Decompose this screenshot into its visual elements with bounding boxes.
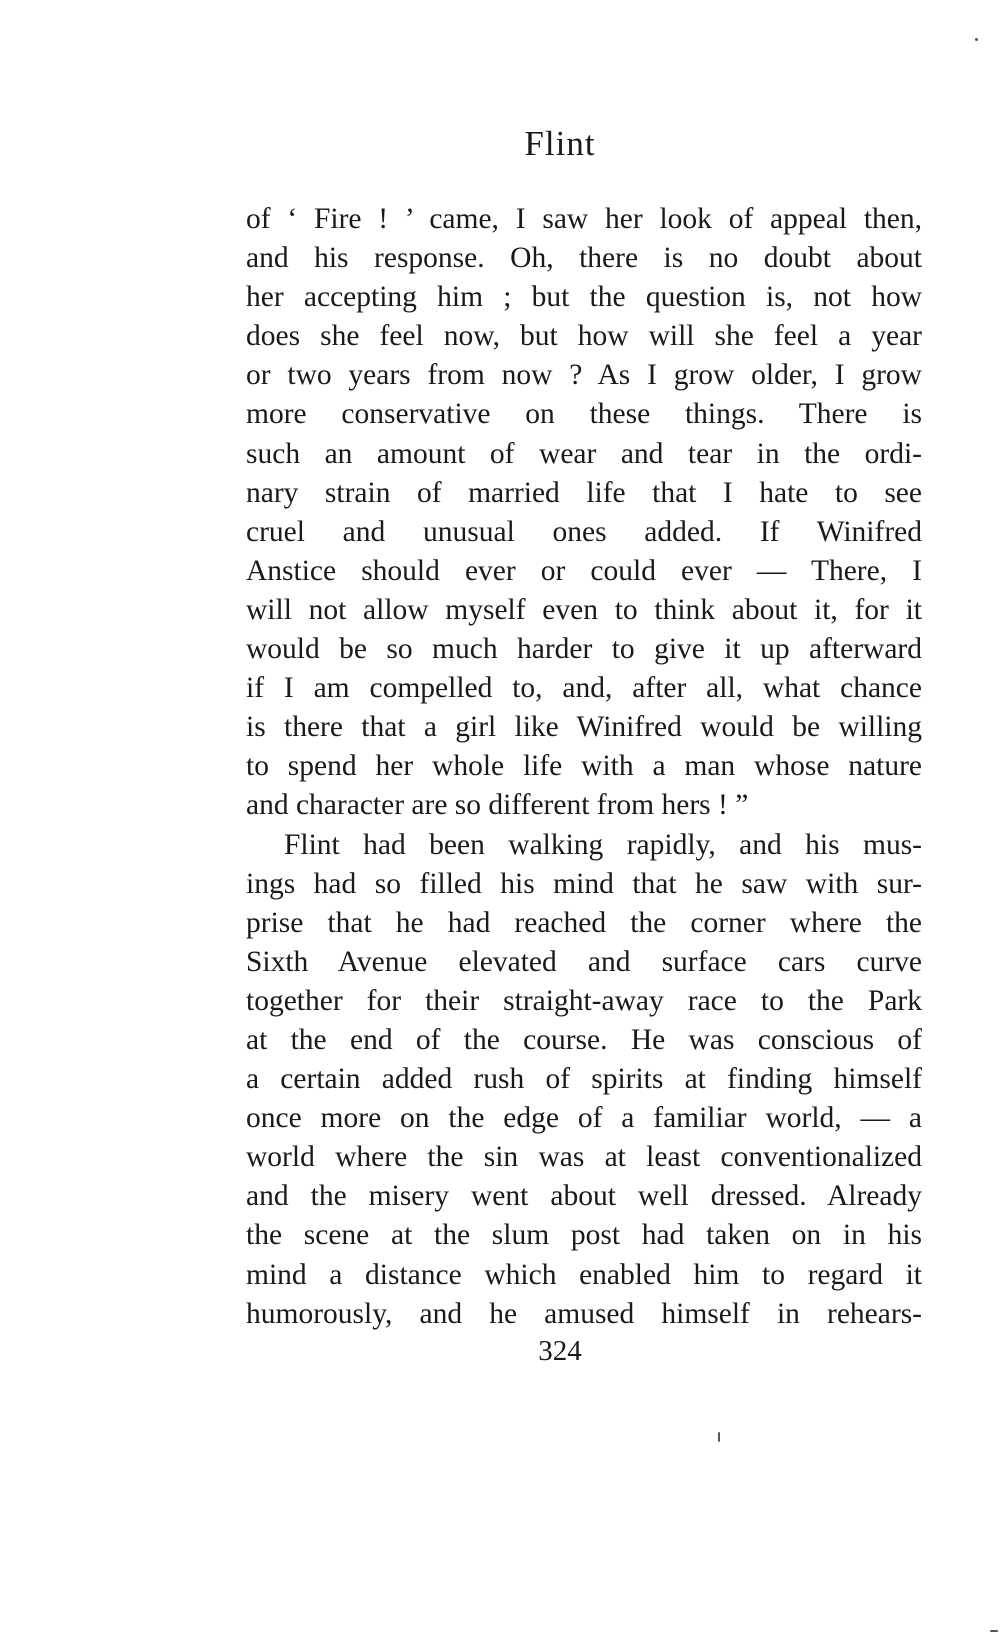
text-line: Flint had been walking rapidly, and his mus- [284,828,922,861]
text-line: of ‘ Fire ! ’ came, I saw her look of appeal then, [246,203,922,235]
text-line: together for their straight-away race to the Park [246,984,922,1017]
text-line: the scene at the slum post had taken on in his [246,1219,922,1252]
text-line: nary strain of married life that I hate to see [246,476,922,509]
text-line: prise that he had reached the corner where the [246,906,922,939]
text-line: Sixth Avenue elevated and surface cars curve [246,945,922,978]
text-line: her accepting him ; but the question is, not how [246,281,922,314]
text-line: humorously, and he amused himself in rehears- [246,1297,922,1330]
running-head: Flint [524,124,596,163]
text-line: at the end of the course. He was conscious of [246,1023,922,1056]
text-line: would be so much harder to give it up afterward [246,633,922,666]
body-text [246,200,922,1334]
text-line: and his response. Oh, there is no doubt about [246,242,922,275]
scan-speck [718,1432,720,1442]
text-line: and character are so different from hers ! ” [246,789,749,822]
scan-speck [990,1630,998,1632]
text-line: does she feel now, but how will she feel a year [246,320,922,353]
text-line: a certain added rush of spirits at finding himself [246,1063,922,1096]
text-line: cruel and unusual ones added. If Winifred [246,515,922,548]
text-line: will not allow myself even to think about it, for it [246,593,922,626]
text-line: Anstice should ever or could ever — There, I [246,554,922,587]
text-line: if I am compelled to, and, after all, what chance [246,672,922,705]
text-line: world where the sin was at least conventionalized [246,1141,922,1174]
text-line: such an amount of wear and tear in the ordi- [246,437,922,470]
text-line: is there that a girl like Winifred would be willing [246,711,922,744]
text-line: more conservative on these things. There is [246,398,922,431]
text-line: once more on the edge of a familiar world, — a [246,1102,922,1135]
scan-speck [975,38,978,41]
page-number: 324 [538,1335,582,1367]
text-line: to spend her whole life with a man whose nature [246,750,922,783]
text-line: mind a distance which enabled him to regard it [246,1258,922,1291]
text-line: or two years from now ? As I grow older, I grow [246,359,922,392]
text-line: and the misery went about well dressed. Already [246,1180,922,1213]
text-line: ings had so filled his mind that he saw with sur- [246,867,922,900]
